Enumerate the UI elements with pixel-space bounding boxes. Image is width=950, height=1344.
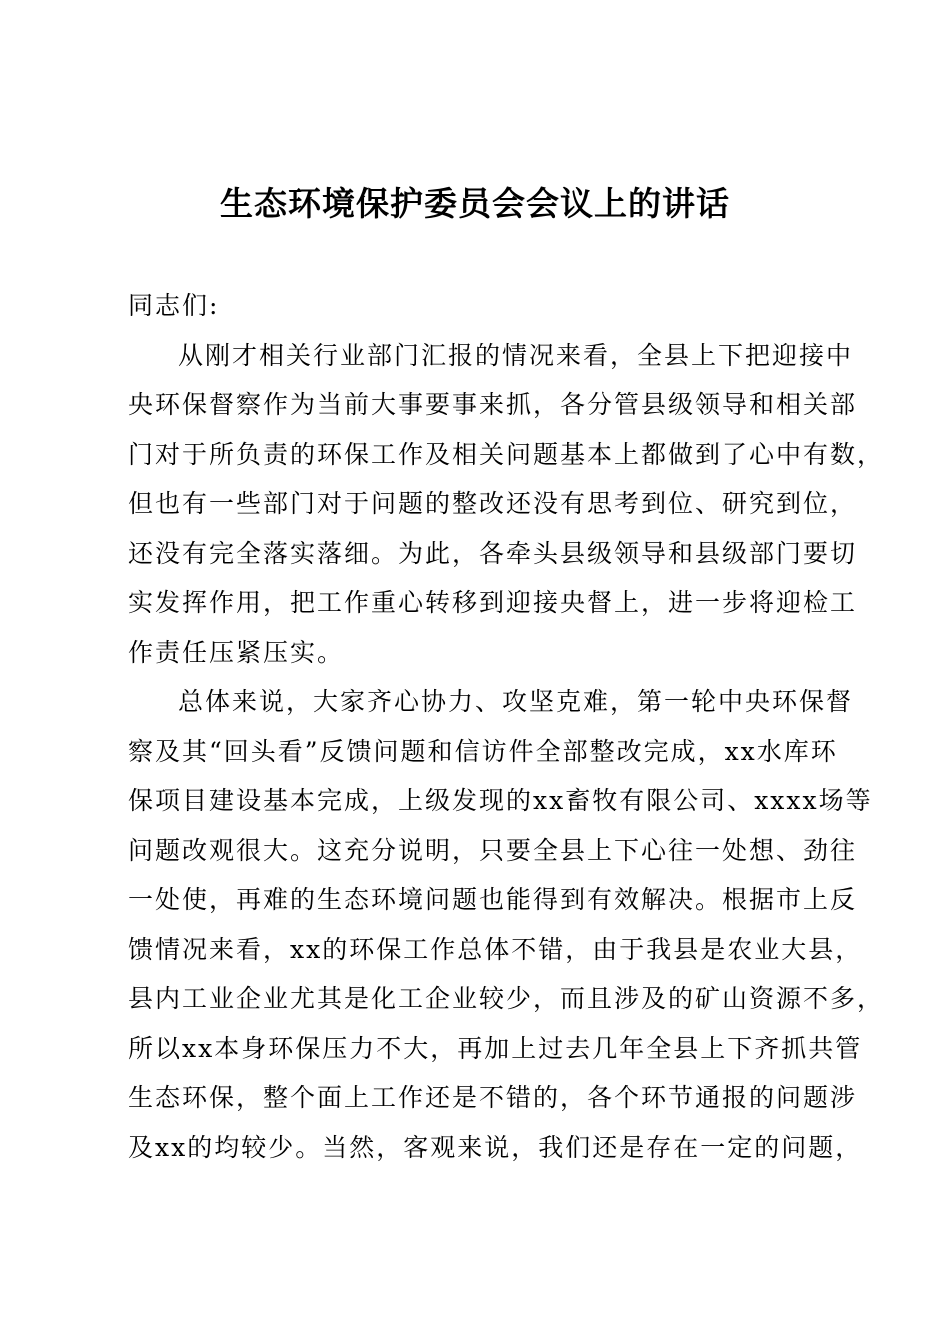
paragraph-line: 察及其“回头看”反馈问题和信访件全部整改完成，xx水库环: [128, 736, 838, 766]
paragraph-line: 还没有完全落实落细。为此，各牵头县级领导和县级部门要切: [128, 538, 858, 568]
paragraph-line: 一处使，再难的生态环境问题也能得到有效解决。根据市上反: [128, 885, 858, 914]
paragraph-line: 总体来说，大家齐心协力、攻坚克难，第一轮中央环保督: [178, 687, 854, 716]
paragraph-line: 馈情况来看，xx的环保工作总体不错，由于我县是农业大县，: [128, 934, 863, 964]
paragraph-line: 央环保督察作为当前大事要事来抓，各分管县级领导和相关部: [128, 390, 858, 419]
paragraph-line: 实发挥作用，把工作重心转移到迎接央督上，进一步将迎检工: [128, 588, 858, 617]
paragraph-line: 但也有一些部门对于问题的整改还没有思考到位、研究到位，: [128, 489, 858, 518]
paragraph-line: 所以xx本身环保压力不大，再加上过去几年全县上下齐抓共管: [128, 1033, 863, 1063]
paragraph-line: 问题改观很大。这充分说明，只要全县上下心往一处想、劲往: [128, 835, 858, 865]
document-title: 生态环境保护委员会会议上的讲话: [220, 184, 730, 223]
paragraph-line: 作责任压紧压实。: [128, 637, 345, 667]
paragraph-line: 县内工业企业尤其是化工企业较少，而且涉及的矿山资源不多，: [128, 984, 885, 1013]
paragraph-line: 保项目建设基本完成，上级发现的xx畜牧有限公司、xxxx场等: [128, 786, 873, 815]
salutation-line: 同志们:: [128, 291, 220, 320]
paragraph-line: 从刚才相关行业部门汇报的情况来看，全县上下把迎接中: [178, 340, 854, 370]
paragraph-line: 生态环保，整个面上工作还是不错的，各个环节通报的问题涉: [128, 1083, 858, 1112]
paragraph-line: 及xx的均较少。当然，客观来说，我们还是存在一定的问题，: [128, 1132, 863, 1162]
paragraph-line: 门对于所负责的环保工作及相关问题基本上都做到了心中有数，: [128, 439, 885, 469]
document-body: [128, 284, 885, 1175]
